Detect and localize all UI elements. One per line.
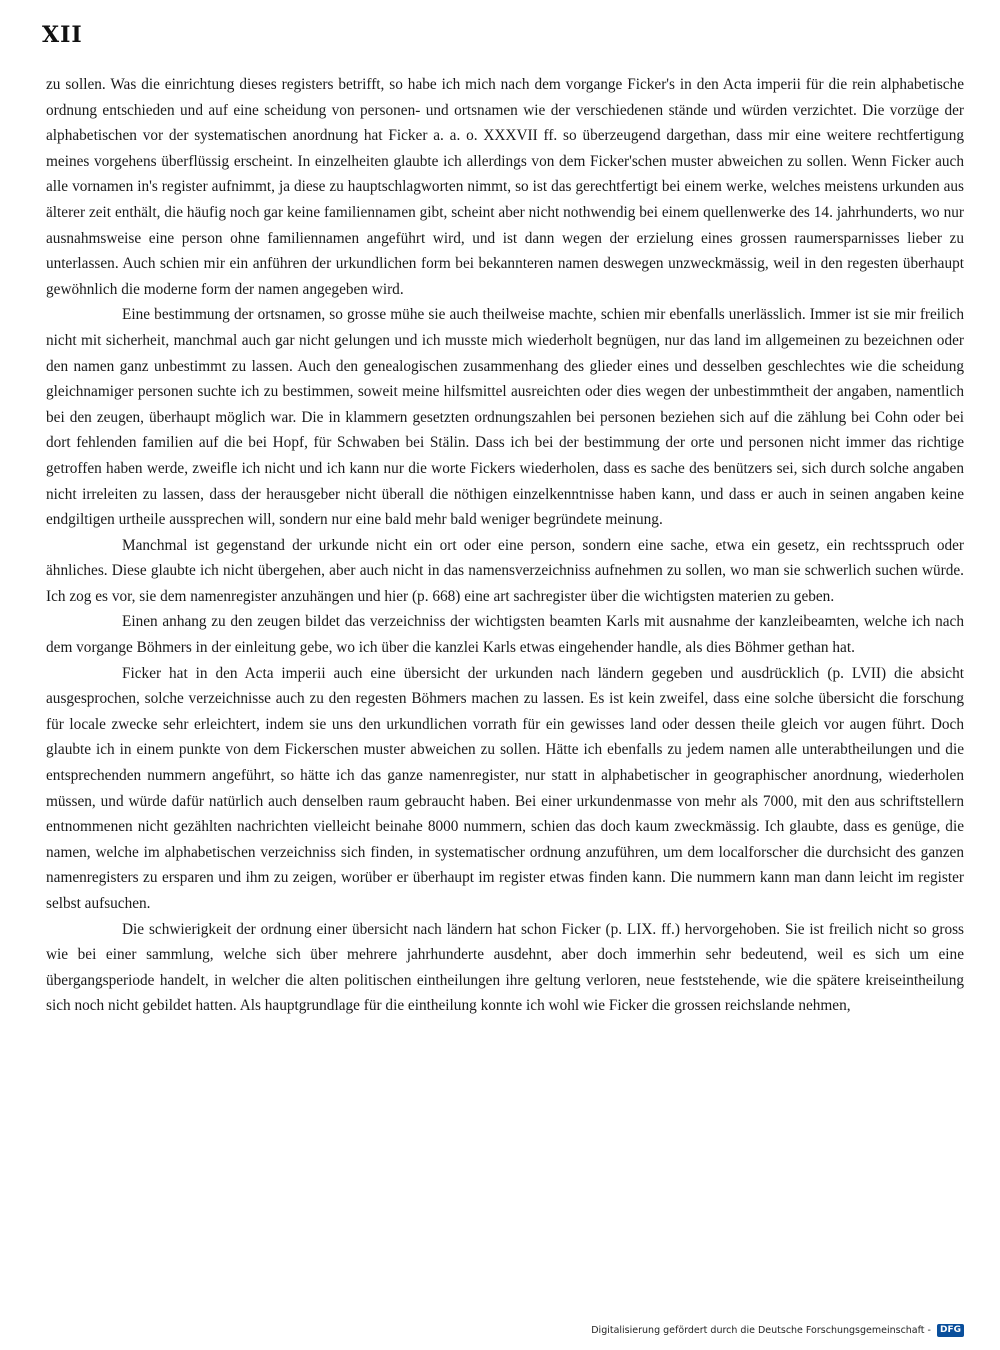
paragraph: Manchmal ist gegenstand der urkunde nicht ein ort oder eine person, sondern eine sache, etwa ein gesetz, ein rechtsspruch oder ähnliches. Diese glaubte ich nicht übergehen, aber auch nicht in das namensverzeichniss aufnehmen zu sollen, wo man sie schwerlich suchen würde. Ich zog es vor, sie dem namenregister anzuhängen und hier (p. 668) eine art sachregister über die wichtigsten materien zu geben. bbox=[46, 536, 964, 605]
paragraph: Ficker hat in den Acta imperii auch eine übersicht der urkunden nach ländern gegeben und ausdrücklich (p. LVII) die absicht ausgesprochen, solche verzeichnisse auch zu den regesten Böhmers machen zu lassen. Es ist kein zweifel, dass eine solche übersicht die forschung für locale zwecke sehr erleichtert, indem sie uns den urkundlichen vorrath für ein gewisses land oder dessen theile gleich vor augen führt. Doch glaubte ich in einem punkte von dem Fickerschen muster abweichen zu sollen. Hätte ich ebenfalls zu jedem namen alle unterabtheilungen und die entsprechenden nummern angeführt, so hätte ich das ganze namenregister, nur statt in alphabetischer in geographischer anordnung, wiederholen müssen, und würde dafür natürlich auch denselben raum gebraucht haben. Bei einer urkundenmasse von mehr als 7000, mit den aus schriftstellern entnommenen nicht gezählten nachrichten vielleicht beinahe 8000 nummern, schien das doch kaum zweckmässig. Ich glaubte, dass es genüge, die namen, welche im alphabetischen verzeichniss sich finden, in systematischer ordnung anzuführen, um dem localforscher die durchsicht des ganzen namenregisters zu ersparen und ihm zu zeigen, worüber er überhaupt im register etwas finden kann. Die nummern kann man dann leicht im register selbst aufsuchen. bbox=[46, 664, 964, 912]
body-text bbox=[46, 72, 964, 1019]
paragraph: Eine bestimmung der ortsnamen, so grosse mühe sie auch theilweise machte, schien mir ebenfalls unerlässlich. Immer ist sie mir freilich nicht mit sicherheit, manchmal auch gar nicht gelungen und ich musste mich wiederholt begnügen, nur das land im allgemeinen zu bezeichnen oder den namen ganz unbestimmt zu lassen. Auch den genealogischen zusammenhang des glieder eines und desselben geschlechtes wie die scheidung gleichnamiger personen suchte ich zu bestimmen, soweit meine hilfsmittel ausreichten oder dies wegen der unbestimmtheit der angaben, namentlich bei den zeugen, überhaupt möglich war. Die in klammern gesetzten ordnungszahlen bei personen beziehen sich auf die zählung bei Cohn oder bei dort fehlenden familien auf die bei Hopf, für Schwaben bei Stälin. Dass ich bei der bestimmung der orte und personen nicht immer das richtige getroffen haben werde, zweifle ich nicht und ich kann nur die worte Fickers wiederholen, dass es sache des benützers sei, sich durch solche angaben nicht irreleiten zu lassen, dass der herausgeber nicht überall die nöthigen einzelkenntnisse haben kann, und dass er auch in seinen angaben keine endgiltigen urtheile aussprechen will, sondern nur eine bald mehr bald weniger begründete meinung. bbox=[46, 306, 964, 529]
page-number: XII bbox=[42, 22, 83, 48]
footer-credit bbox=[591, 1324, 964, 1337]
paragraph: Einen anhang zu den zeugen bildet das verzeichniss der wichtigsten beamten Karls mit ausnahme der kanzleibeamten, welche ich nach dem vorgange Böhmers in der einleitung gebe, wo ich über die kanzlei Karls etwas eingehender handle, als dies Böhmer gethan hat. bbox=[46, 613, 964, 657]
footer-credit-text: Digitalisierung gefördert durch die Deutsche Forschungsgemeinschaft - bbox=[591, 1325, 931, 1336]
paragraph: Die schwierigkeit der ordnung einer übersicht nach ländern hat schon Ficker (p. LIX. ff.) hervorgehoben. Sie ist freilich nicht so gross wie bei einer sammlung, welche sich über mehrere jahrhunderte ausdehnt, aber doch immerhin sehr bedeutend, weil es sich um eine übergangsperiode handelt, in welcher die alten politischen eintheilungen ihre geltung verloren, neue feststehende, wie die spätere kreiseintheilung sich noch nicht gebildet hatten. Als hauptgrundlage für die eintheilung konnte ich wohl wie Ficker die grossen reichslande nehmen, bbox=[46, 920, 964, 1015]
dfg-logo: DFG bbox=[937, 1324, 964, 1337]
paragraph: zu sollen. Was die einrichtung dieses registers betrifft, so habe ich mich nach dem vorgange Ficker's in den Acta imperii für die rein alphabetische ordnung entschieden und auf eine scheidung von personen- und ortsnamen wie der verschiedenen stände und würden verzichtet. Die vorzüge der alphabetischen vor der systematischen anordnung hat Ficker a. a. o. XXXVII ff. so überzeugend dargethan, dass mir eine weitere rechtfertigung meines vorgehens überflüssig erscheint. In einzelheiten glaubte ich allerdings von dem Ficker'schen muster abweichen zu sollen. Wenn Ficker auch alle vornamen in's register aufnimmt, ja diese zu hauptschlagworten nimmt, so ist das gerechtfertigt bei einem werke, welches meistens urkunden aus älterer zeit enthält, die häufig noch gar keine familiennamen gibt, scheint aber nicht nothwendig bei einem quellenwerke des 14. jahrhunderts, wo nur ausnahmsweise eine person ohne familiennamen angeführt wird, und ist dann wegen der erzielung eines grossen raumersparnisses lieber zu unterlassen. Auch schien mir ein anführen der urkundlichen form bei bekannteren namen deswegen unzweckmässig, weil in den regesten überhaupt gewöhnlich die moderne form der namen angegeben wird. bbox=[46, 76, 964, 298]
